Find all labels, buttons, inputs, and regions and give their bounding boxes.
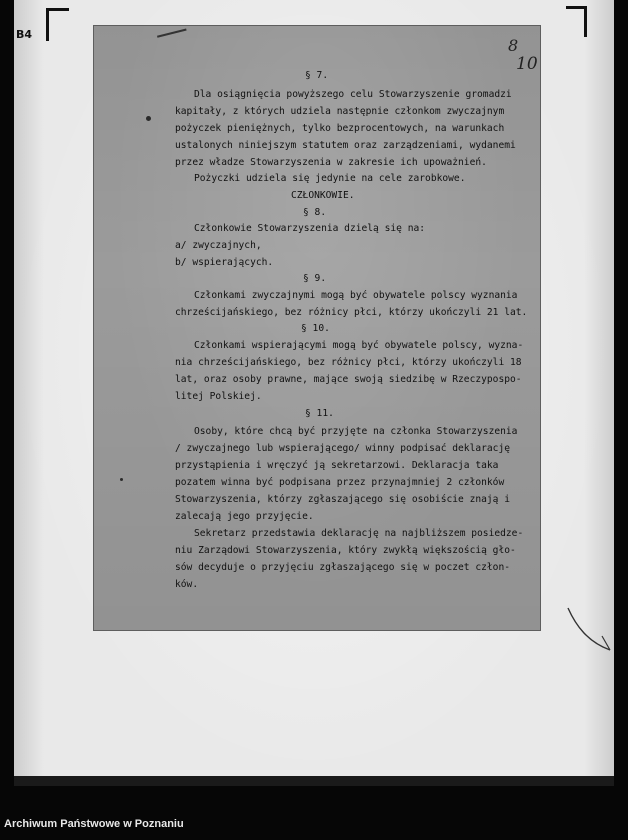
section-heading: § 11.: [305, 408, 334, 419]
ink-speck: [146, 116, 151, 121]
film-scratch-mark: [566, 606, 614, 656]
chapter-heading: CZŁONKOWIE.: [291, 190, 355, 201]
corner-mark-top-left: [46, 8, 69, 41]
text-line: zalecają jego przyjęcie.: [175, 511, 314, 522]
section-heading: § 8.: [303, 207, 327, 218]
section-heading: § 9.: [303, 273, 327, 284]
text-line: litej Polskiej.: [175, 391, 262, 402]
text-line: sów decyduje o przyjęciu zgłaszającego się w poczet człon-: [175, 562, 511, 573]
text-line: Członkowie Stowarzyszenia dzielą się na:: [194, 223, 426, 234]
text-line: ków.: [175, 579, 199, 590]
text-line: b/ wspierających.: [175, 257, 274, 268]
corner-mark-top-right: [566, 6, 587, 37]
text-line: Stowarzyszenia, którzy zgłaszającego się osobiście znają i: [175, 494, 511, 505]
text-line: Dla osiągnięcia powyższego celu Stowarzyszenie gromadzi: [194, 89, 512, 100]
text-line: Członkami zwyczajnymi mogą być obywatele polscy wyznania: [194, 290, 518, 301]
text-line: Osoby, które chcą być przyjęte na członka Stowarzyszenia: [194, 426, 518, 437]
text-line: nia chrześcijańskiego, bez różnicy płci, którzy ukończyli 18: [175, 357, 522, 368]
text-line: pozatem winna być podpisana przez przynajmniej 2 członków: [175, 477, 505, 488]
text-line: przez władze Stowarzyszenia w zakresie ich upoważnień.: [175, 157, 487, 168]
text-line: / zwyczajnego lub wspierającego/ winny podpisać deklarację: [175, 443, 511, 454]
handwritten-number-bottom: 10: [516, 54, 538, 74]
section-heading: § 10.: [301, 323, 330, 334]
text-line: kapitały, z których udziela następnie członkom zwyczajnym: [175, 106, 505, 117]
text-line: lat, oraz osoby prawne, mające swoją siedzibę w Rzeczypospo-: [175, 374, 522, 385]
text-line: niu Zarządowi Stowarzyszenia, który zwykłą większością gło-: [175, 545, 516, 556]
text-line: chrześcijańskiego, bez różnicy płci, którzy ukończyli 21 lat.: [175, 307, 528, 318]
section-heading: § 7.: [305, 70, 329, 81]
text-line: a/ zwyczajnych,: [175, 240, 262, 251]
text-line: Sekretarz przedstawia deklarację na najbliższem posiedze-: [194, 528, 524, 539]
text-line: Członkami wspierającymi mogą być obywatele polscy, wyzna-: [194, 340, 524, 351]
text-line: przystąpienia i wręczyć ją sekretarzowi. Deklaracja taka: [175, 460, 499, 471]
text-line: ustalonych niniejszym statutem oraz zarządzeniami, wydanemi: [175, 140, 516, 151]
text-line: Pożyczki udziela się jedynie na cele zarobkowe.: [194, 173, 466, 184]
ink-speck: [120, 478, 123, 481]
frame-label: B4: [16, 28, 33, 41]
handwritten-number-top: 8: [508, 36, 519, 55]
archive-credit: Archiwum Państwowe w Poznaniu: [4, 818, 184, 830]
film-edge: [14, 776, 614, 786]
text-line: pożyczek pieniężnych, tylko bezprocentowych, na warunkach: [175, 123, 505, 134]
